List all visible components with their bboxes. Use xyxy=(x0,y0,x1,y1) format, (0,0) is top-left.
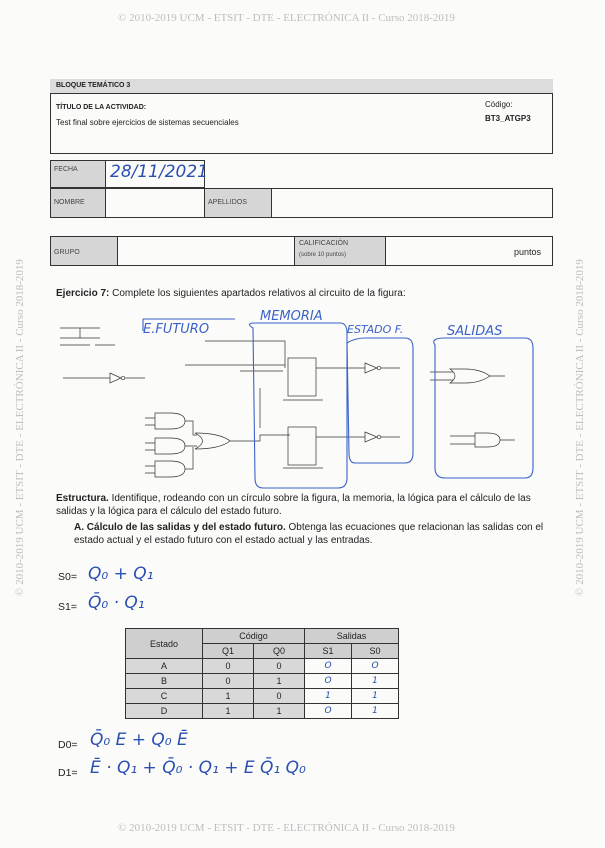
d1-answer: Ē · Q₁ + Q̄₀ · Q₁ + E Q̄₁ Q₀ xyxy=(90,758,306,778)
cell-q0: 1 xyxy=(254,704,305,719)
estructura-paragraph xyxy=(56,492,548,518)
cell-q1: 1 xyxy=(203,704,254,719)
calif-sub: (sobre 10 puntos) xyxy=(299,252,347,258)
calif-label: CALIFICACIÓN xyxy=(299,240,349,247)
bloque-label: BLOQUE TEMÁTICO 3 xyxy=(56,82,131,89)
exercise-title: Ejercicio 7: xyxy=(56,288,110,299)
cell-s1[interactable]: O xyxy=(305,659,352,674)
cell-s0[interactable]: 1 xyxy=(352,704,399,719)
fecha-label-box xyxy=(50,160,106,188)
s0-label: S0= xyxy=(58,571,77,583)
grupo-field[interactable] xyxy=(117,236,295,266)
d0-answer: Q̄₀ E + Q₀ Ē xyxy=(90,730,188,750)
state-table xyxy=(125,628,399,719)
grupo-label: GRUPO xyxy=(54,249,80,256)
puntos-label: puntos xyxy=(514,247,542,257)
cell-s0[interactable]: O xyxy=(352,659,399,674)
d1-label: D1= xyxy=(58,767,78,779)
estructura-bold: Estructura. xyxy=(56,493,109,504)
estructura-text: Identifique, rodeando con un círculo sobre la figura, la memoria, la lógica para el cálculo de las salidas y la lógica para el cálculo del estado futuro. xyxy=(56,493,531,517)
th-estado: Estado xyxy=(126,629,203,659)
table-row xyxy=(126,659,399,674)
circuit-diagram xyxy=(55,303,555,493)
annotation-efuturo: E.FUTURO xyxy=(143,322,210,337)
s1-label: S1= xyxy=(58,601,77,613)
th-s0: S0 xyxy=(352,644,399,659)
d0-label: D0= xyxy=(58,739,78,751)
apellidos-label: APELLIDOS xyxy=(208,199,247,206)
exercise-heading xyxy=(56,287,406,300)
titulo-label: TÍTULO DE LA ACTIVIDAD: xyxy=(56,104,147,111)
nombre-label: NOMBRE xyxy=(54,199,85,206)
cell-s0[interactable]: 1 xyxy=(352,674,399,689)
cell-estado: D xyxy=(126,704,203,719)
cell-q1: 0 xyxy=(203,659,254,674)
watermark-bottom: © 2010-2019 UCM - ETSIT - DTE - ELECTRÓNICA II - Curso 2018-2019 xyxy=(118,822,455,834)
s1-answer: Q̄₀ · Q₁ xyxy=(88,593,145,613)
cell-q1: 1 xyxy=(203,689,254,704)
cell-q0: 1 xyxy=(254,674,305,689)
th-q1: Q1 xyxy=(203,644,254,659)
cell-estado: B xyxy=(126,674,203,689)
exercise-intro: Complete los siguientes apartados relativos al circuito de la figura: xyxy=(112,288,406,299)
cell-q0: 0 xyxy=(254,689,305,704)
th-codigo: Código xyxy=(203,629,305,644)
apartado-a-bold: Cálculo de las salidas y del estado futuro. xyxy=(86,522,286,533)
apartado-a-label: A. xyxy=(74,522,84,533)
cell-estado: C xyxy=(126,689,203,704)
fecha-value: 28/11/2021 xyxy=(110,162,208,182)
apellidos-field[interactable] xyxy=(271,188,553,218)
table-row xyxy=(126,689,399,704)
annotation-estado: ESTADO F. xyxy=(347,323,404,336)
cell-q1: 0 xyxy=(203,674,254,689)
cell-s1[interactable]: O xyxy=(305,704,352,719)
table-row xyxy=(126,704,399,719)
cell-estado: A xyxy=(126,659,203,674)
cell-s1[interactable]: O xyxy=(305,674,352,689)
apartado-a xyxy=(74,521,548,547)
cell-s0[interactable]: 1 xyxy=(352,689,399,704)
apartado-a-text: Obtenga las ecuaciones que relacionan las salidas con el estado actual y el estado futuro con el estado actual y las entradas. xyxy=(74,522,544,546)
titulo-value: Test final sobre ejercicios de sistemas secuenciales xyxy=(56,118,239,127)
annotation-memoria: MEMORIA xyxy=(260,309,323,324)
table-row xyxy=(126,674,399,689)
s0-answer: Q₀ + Q₁ xyxy=(88,564,154,584)
watermark-right: © 2010-2019 UCM - ETSIT - DTE - ELECTRÓNICA II - Curso 2018-2019 xyxy=(574,259,586,596)
th-q0: Q0 xyxy=(254,644,305,659)
watermark-top: © 2010-2019 UCM - ETSIT - DTE - ELECTRÓNICA II - Curso 2018-2019 xyxy=(118,12,455,24)
codigo-value: BT3_ATGP3 xyxy=(485,114,531,123)
th-s1: S1 xyxy=(305,644,352,659)
fecha-label: FECHA xyxy=(54,166,78,173)
nombre-field[interactable] xyxy=(105,188,205,218)
cell-q0: 0 xyxy=(254,659,305,674)
cell-s1[interactable]: 1 xyxy=(305,689,352,704)
th-salidas: Salidas xyxy=(305,629,399,644)
codigo-label: Código: xyxy=(485,100,513,109)
watermark-left: © 2010-2019 UCM - ETSIT - DTE - ELECTRÓNICA II - Curso 2018-2019 xyxy=(14,259,26,596)
annotation-salidas: SALIDAS xyxy=(447,324,503,339)
